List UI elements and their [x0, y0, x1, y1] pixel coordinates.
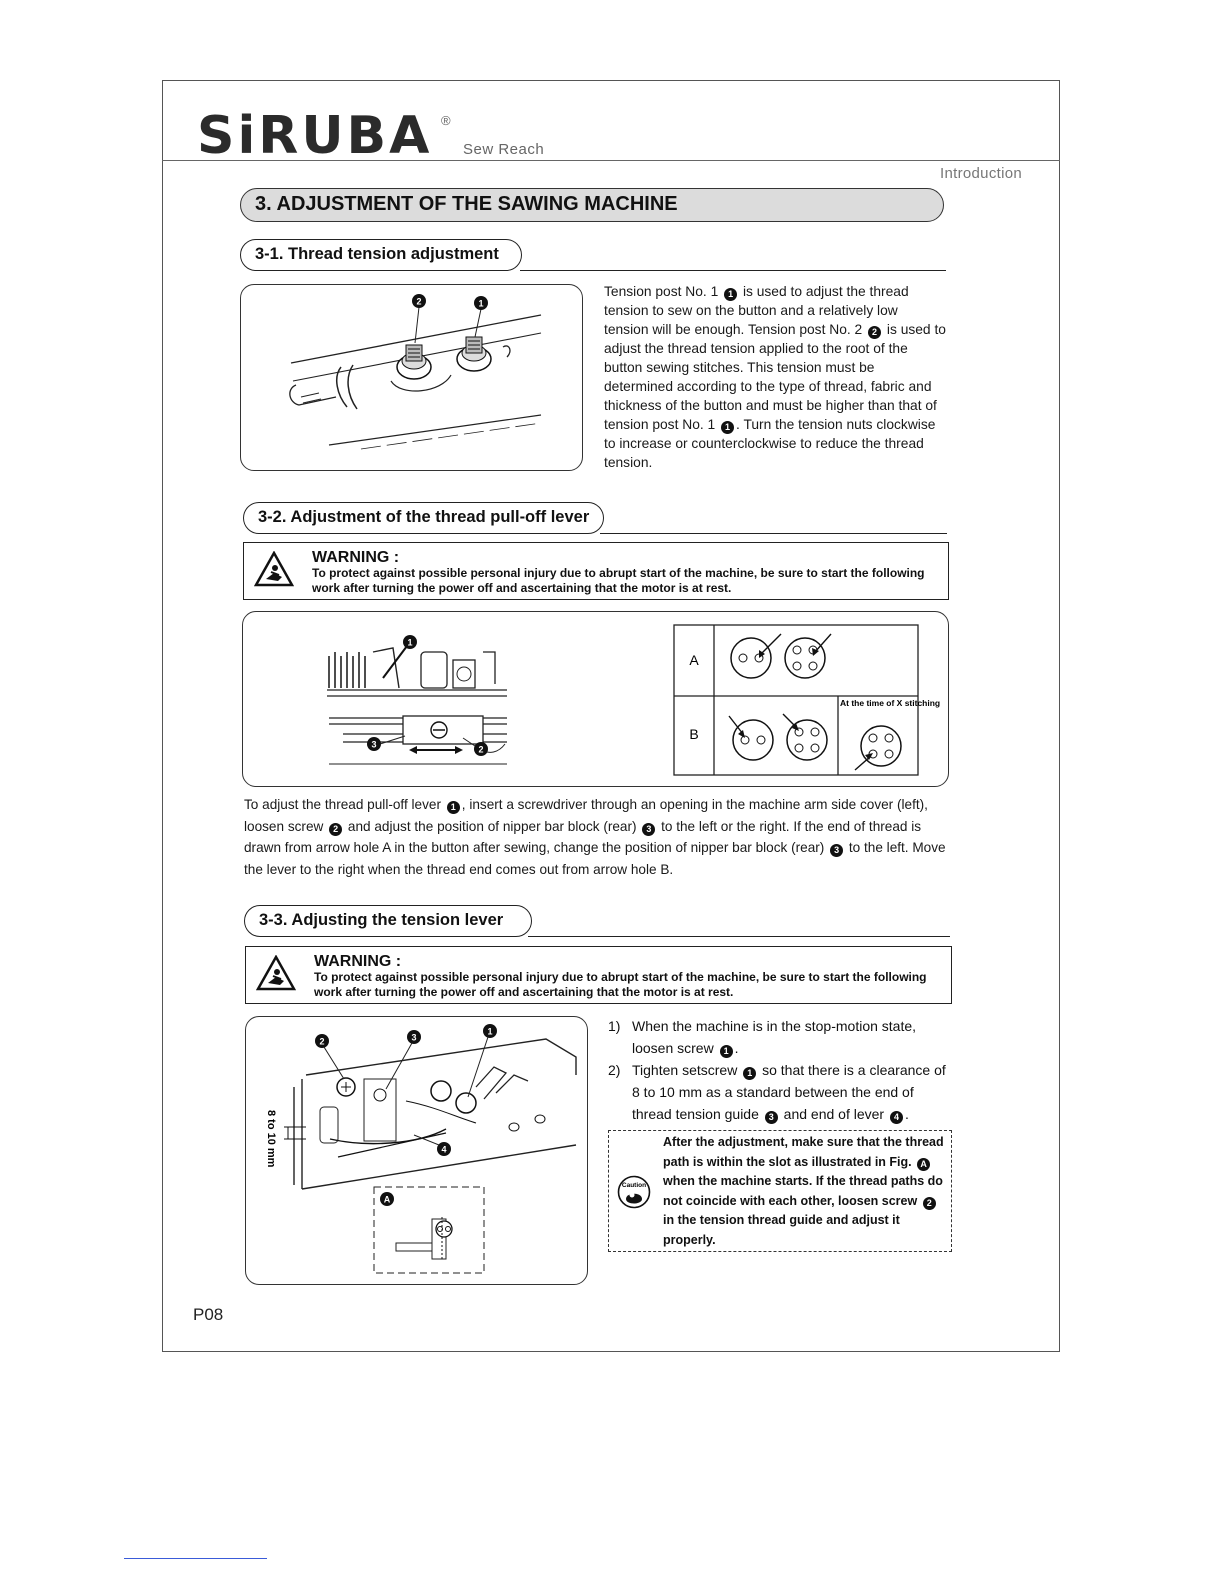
marker: 2 [868, 326, 881, 339]
header-divider [162, 160, 1060, 161]
page-number: P08 [193, 1305, 224, 1324]
section-2-text: To adjust the thread pull-off lever 1 , insert a screwdriver through an opening in the machine arm side cover (left), loosen screw 2 and adjust the position of nipper bar block (rear) 3 to the left or the right. If the end of thread is drawn from arrow hole A in the button after sewing, change the position of nipper bar block (rear) 3 to the left. Move the lever to the right when the thread end comes out from arrow hole B. [244, 797, 946, 877]
warning-box-1 [243, 542, 949, 600]
pull-off-lever-illustration [243, 612, 950, 788]
table-row-a: A [689, 652, 699, 668]
tension-lever-illustration [246, 1017, 589, 1286]
figure-callout: 4 [441, 1144, 447, 1155]
warning-heading: WARNING : [314, 953, 402, 970]
marker: 2 [923, 1197, 936, 1210]
brand-logo: SiRUBA [197, 106, 433, 166]
dimension-label: 8 to 10 mm [265, 1110, 277, 1168]
marker: A [917, 1158, 930, 1171]
marker: 1 [720, 1045, 733, 1058]
section-label: Introduction [940, 165, 1022, 182]
tension-post-illustration [241, 285, 584, 472]
tension-post-figure [240, 284, 583, 471]
warning-heading: WARNING : [312, 549, 400, 566]
registered-mark: ® [441, 113, 451, 128]
adjustment-steps [606, 1015, 952, 1125]
step-2: 2) Tighten setscrew 1 so that there is a clearance of 8 to 10 mm as a standard between the end of thread tension guide 3 and end of lever 4 . [608, 1062, 946, 1122]
figure-callout: A [383, 1194, 391, 1205]
brand-tagline: Sew Reach [463, 141, 545, 158]
caution-label: Caution [621, 1182, 647, 1189]
tension-lever-figure [245, 1016, 588, 1285]
caution-box [608, 1130, 952, 1252]
section-1-rule [520, 270, 946, 271]
table-note: At the time of X stitching [840, 698, 941, 708]
warning-box-2 [245, 946, 952, 1004]
marker: 1 [721, 421, 734, 434]
figure-callout: 2 [319, 1036, 325, 1047]
section-2-title: 3-2. Adjustment of the thread pull-off lever [243, 502, 604, 534]
warning-triangle-icon [254, 551, 294, 587]
marker: 4 [890, 1111, 903, 1124]
figure-callout: 3 [371, 739, 377, 750]
marker: 2 [329, 823, 342, 836]
figure-callout: 3 [411, 1032, 417, 1043]
main-title: 3. ADJUSTMENT OF THE SAWING MACHINE [240, 188, 944, 222]
section-1-text: Tension post No. 1 1 is used to adjust the thread tension to sew on the button and a relatively low tension will be enough. Tension post No. 2 2 is used to adjust the thread tension applied to the root of the button sewing stitches. This tension must be determined according to the type of thread, fabric and thickness of the button and must be higher than that of tension post No. 1 1 . Turn the tension nuts clockwise to increase or counterclockwise to reduce the thread tension. [604, 284, 946, 470]
figure-callout: 2 [416, 296, 422, 307]
marker: 1 [447, 801, 460, 814]
figure-callout: 1 [478, 298, 484, 309]
section-2-rule [600, 533, 947, 534]
step-1: 1) When the machine is in the stop-motion state, loosen screw 1 . [608, 1018, 917, 1056]
warning-text: To protect against possible personal injury due to abrupt start of the machine, be sure to start the following work after turning the power off and ascertaining that the motor is at rest. [314, 970, 927, 999]
warning-triangle-icon [256, 955, 296, 991]
section-3-title: 3-3. Adjusting the tension lever [244, 905, 532, 937]
figure-callout: 2 [478, 744, 484, 755]
caution-icon [617, 1175, 651, 1209]
marker: 3 [765, 1111, 778, 1124]
section-1-title: 3-1. Thread tension adjustment [240, 239, 522, 271]
marker: 3 [642, 823, 655, 836]
table-row-b: B [689, 726, 699, 742]
bottom-link-line [124, 1558, 267, 1559]
marker: 1 [743, 1067, 756, 1080]
marker: 1 [724, 288, 737, 301]
caution-text: After the adjustment, make sure that the thread path is within the slot as illustrated in Fig. A when the machine starts. If the thread paths do not coincide with each other, loosen screw 2 in the tension thread guide and adjust it properly. [663, 1135, 944, 1247]
section-3-rule [528, 936, 950, 937]
pull-off-lever-figure [242, 611, 949, 787]
figure-callout: 1 [487, 1026, 493, 1037]
warning-text: To protect against possible personal injury due to abrupt start of the machine, be sure to start the following work after turning the power off and ascertaining that the motor is at rest. [312, 566, 925, 595]
figure-callout: 1 [407, 637, 413, 648]
marker: 3 [830, 844, 843, 857]
